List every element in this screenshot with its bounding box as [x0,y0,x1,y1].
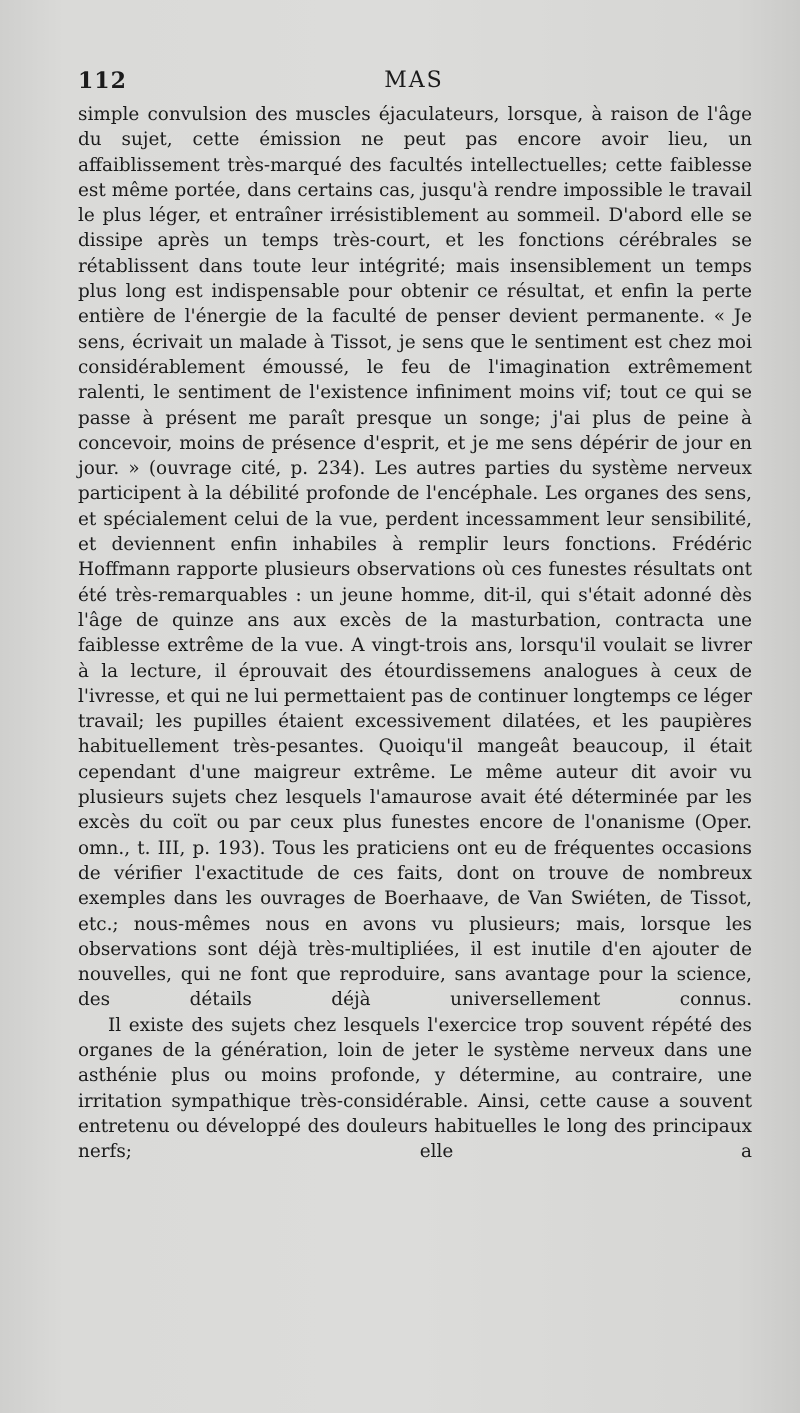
paragraph-1: simple convulsion des muscles éjaculateurs, lorsque, à raison de l'âge du sujet, cette émission ne peut pas encore avoir lieu, un affaiblissement très-marqué des facultés intellectuelles; cette faiblesse est même portée, dans certains cas, jusqu'à rendre impossible le travail le plus léger, et entraîner irrésistiblement au sommeil. D'abord elle se dissipe après un temps très-court, et les fonctions cérébrales se rétablissent dans toute leur intégrité; mais insensiblement un temps plus long est indispensable pour obtenir ce résultat, et enfin la perte entière de l'énergie de la faculté de penser devient permanente. « Je sens, écrivait un malade à Tissot, je sens que le sentiment est chez moi considérablement émoussé, le feu de l'imagination extrêmement ralenti, le sentiment de l'existence infiniment moins vif; tout ce qui se passe à présent me paraît presque un songe; j'ai plus de peine à concevoir, moins de présence d'esprit, et je me sens dépérir de jour en jour. » (ouvrage cité, p. 234). Les autres parties du système nerveux participent à la débilité profonde de l'encéphale. Les organes des sens, et spécialement celui de la vue, perdent incessamment leur sensibilité, et deviennent enfin inhabiles à remplir leurs fonctions. Frédéric Hoffmann rapporte plusieurs observations où ces funestes résultats ont été très-remarquables : un jeune homme, dit-il, qui s'était adonné dès l'âge de quinze ans aux excès de la masturbation, contracta une faiblesse extrême de la vue. A vingt-trois ans, lorsqu'il voulait se livrer à la lecture, il éprouvait des étourdissemens analogues à ceux de l'ivresse, et qui ne lui permettaient pas de continuer longtemps ce léger travail; les pupilles étaient excessivement dilatées, et les paupières habituellement très-pesantes. Quoiqu'il mangeât beaucoup, il était cependant d'une maigreur extrême. Le même auteur dit avoir vu plusieurs sujets chez lesquels l'amaurose avait été déterminée par les excès du coït ou par ceux plus funestes encore de l'onanisme (Oper. omn., t. III, p. 193). Tous les praticiens ont eu de fréquentes occasions de vérifier l'exactitude de ces faits, dont on trouve de nombreux exemples dans les ouvrages de Boerhaave, de Van Swiéten, de Tissot, etc.; nous-mêmes nous en avons vu plusieurs; mais, lorsque les observations sont déjà très-multipliées, il est inutile d'en ajouter de nouvelles, qui ne font que reproduire, sans avantage pour la science, des détails déjà universellement connus. [78,104,752,1011]
page-body [78,102,752,1164]
page-header [78,68,750,100]
paragraph-2: Il existe des sujets chez lesquels l'exercice trop souvent répété des organes de la génération, loin de jeter le système nerveux dans une asthénie plus ou moins profonde, y détermine, au contraire, une irritation sympathique très-considérable. Ainsi, cette cause a souvent entretenu ou développé des douleurs habituelles le long des principaux nerfs; elle a [78,1014,752,1163]
page-number: 112 [78,68,127,94]
running-head: MAS [384,68,444,93]
